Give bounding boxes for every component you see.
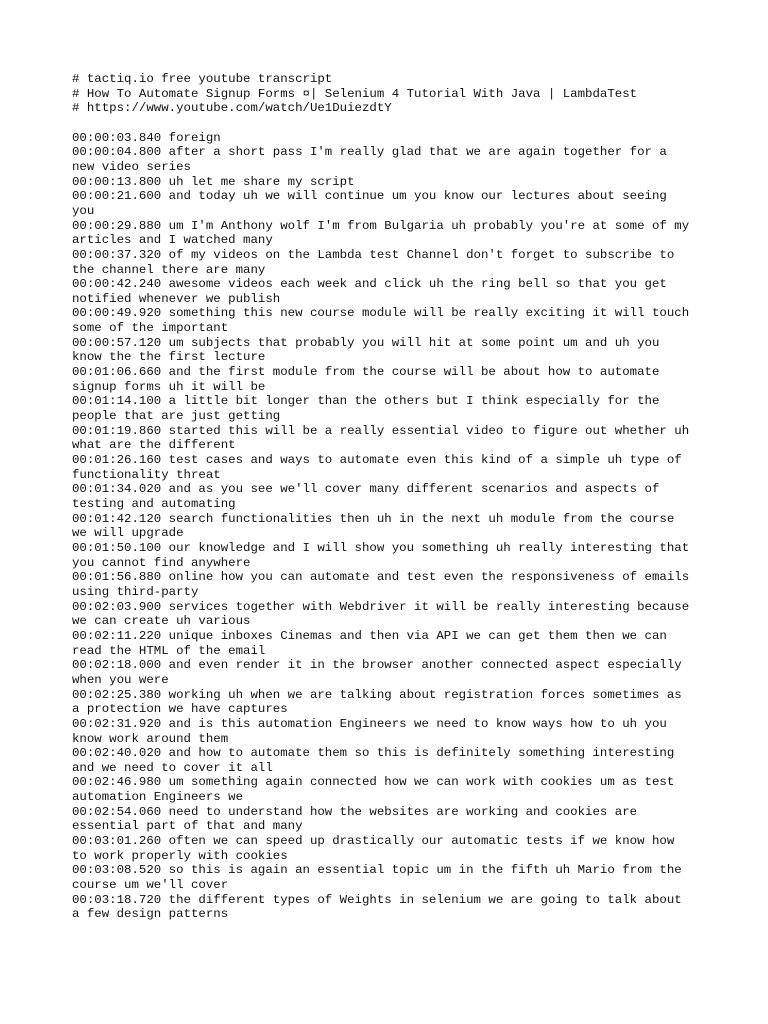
transcript-entry: 00:01:26.160 test cases and ways to automate even this kind of a simple uh type of functionality threat (72, 453, 682, 482)
transcript-entry: 00:02:46.980 um something again connected how we can work with cookies um as test automation Engineers we (72, 775, 675, 805)
transcript-entry: 00:00:13.800 uh let me share my script (72, 174, 355, 189)
header-title-line: # How To Automate Signup Forms ¤| Selenium 4 Tutorial With Java | LambdaTest (72, 86, 638, 101)
transcript-body (72, 131, 712, 922)
transcript-entry: 00:03:01.260 often we can speed up drastically our automatic tests if we know how to work properly with cookies (72, 834, 675, 863)
transcript-entry: 00:01:56.880 online how you can automate and test even the responsiveness of emails using third-party (72, 570, 690, 599)
transcript-entry: 00:01:19.860 started this will be a really essential video to figure out whether uh what are the different (72, 423, 690, 453)
transcript-entry: 00:00:49.920 something this new course module will be really exciting it will touch some of the important (72, 306, 690, 336)
transcript-document (72, 72, 712, 922)
transcript-entry: 00:00:21.600 and today uh we will continue um you know our lectures about seeing you (72, 189, 667, 218)
transcript-entry: 00:00:42.240 awesome videos each week and click uh the ring bell so that you get notified whenever we publish (72, 277, 667, 306)
transcript-entry: 00:02:54.060 need to understand how the websites are working and cookies are essential part of that and many (72, 804, 638, 834)
transcript-entry: 00:00:37.320 of my videos on the Lambda test Channel don't forget to subscribe to the channel there are many (72, 247, 675, 277)
transcript-entry: 00:00:04.800 after a short pass I'm really glad that we are again together for a new video series (72, 145, 667, 174)
header-source-line: # tactiq.io free youtube transcript (72, 72, 333, 86)
transcript-entry: 00:02:11.220 unique inboxes Cinemas and then via API we can get them then we can read the HTML of the email (72, 628, 667, 658)
transcript-entry: 00:01:14.100 a little bit longer than the others but I think especially for the people that are just getting (72, 394, 660, 424)
header-spacer (72, 116, 712, 131)
transcript-entry: 00:02:31.920 and is this automation Engineers we need to know ways how to uh you know work around them (72, 716, 667, 746)
transcript-entry: 00:02:25.380 working uh when we are talking about registration forces sometimes as a protection we have captures (72, 687, 682, 717)
transcript-entry: 00:02:03.900 services together with Webdriver it will be really interesting because we can create uh various (72, 599, 690, 629)
transcript-entry: 00:03:08.520 so this is again an essential topic um in the fifth uh Mario from the course um we'll cover (72, 863, 682, 893)
transcript-entry: 00:02:18.000 and even render it in the browser another connected aspect especially when you were (72, 658, 682, 687)
transcript-entry: 00:01:50.100 our knowledge and I will show you something uh really interesting that you cannot find anywhere (72, 540, 690, 570)
transcript-entry: 00:02:40.020 and how to automate them so this is definitely something interesting and we need to cover it all (72, 746, 675, 775)
transcript-entry: 00:01:34.020 and as you see we'll cover many different scenarios and aspects of testing and automating (72, 482, 660, 512)
transcript-entry: 00:00:57.120 um subjects that probably you will hit at some point um and uh you know the the first lecture (72, 335, 660, 365)
transcript-entry: 00:00:03.840 foreign (72, 130, 221, 145)
header-url-line: # https://www.youtube.com/watch/Ue1DuiezdtY (72, 101, 392, 116)
transcript-entry: 00:01:42.120 search functionalities then uh in the next uh module from the course we will upgrade (72, 511, 675, 541)
transcript-entry: 00:00:29.880 um I'm Anthony wolf I'm from Bulgaria uh probably you're at some of my articles and I watched many (72, 218, 690, 248)
transcript-entry: 00:03:18.720 the different types of Weights in selenium we are going to talk about a few design patterns (72, 892, 682, 922)
transcript-entry: 00:01:06.660 and the first module from the course will be about how to automate signup forms uh it will be (72, 365, 660, 394)
